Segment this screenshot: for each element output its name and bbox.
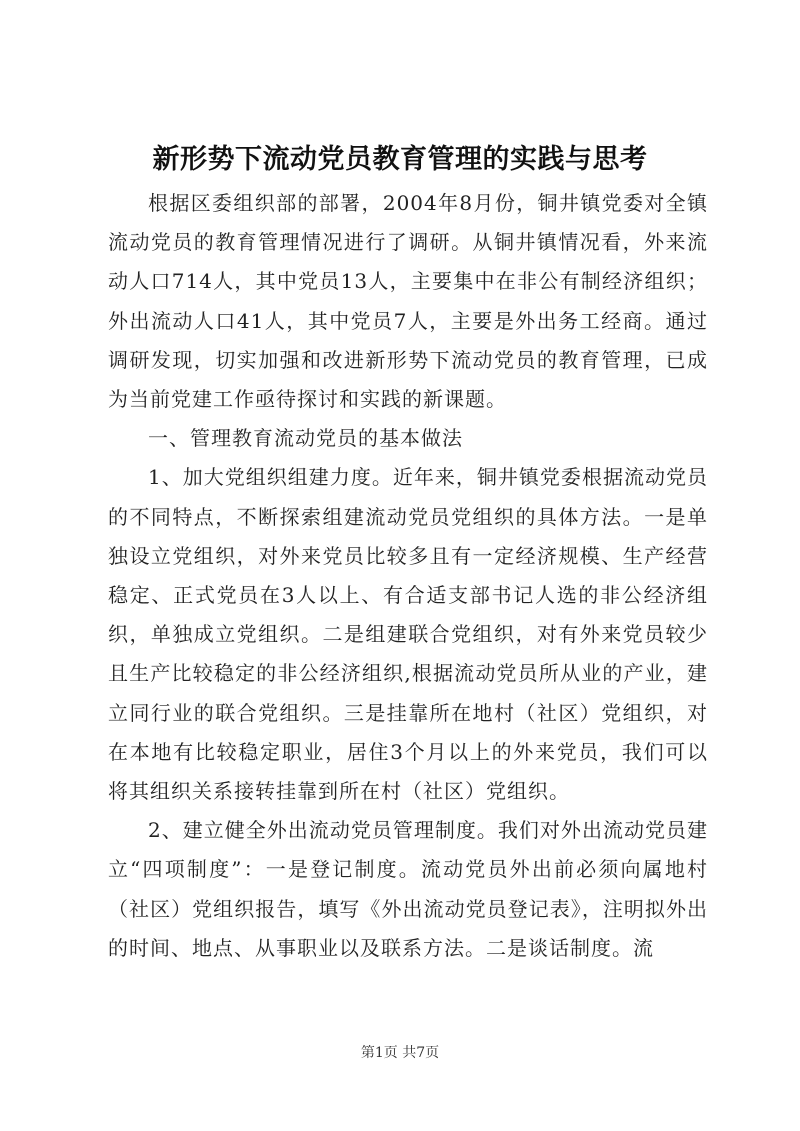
section-heading: 一、管理教育流动党员的基本做法 <box>148 426 463 451</box>
paragraph-item-1: 1、加大党组织组建力度。近年来，铜井镇党委根据流动党员的不同特点，不断探索组建流动党员党组织的具体方法。一是单独设立党组织，对外来党员比较多且有一定经济规模、生产经营稳定、正式党员在3人以上、有合适支部书记人选的非公经济组织，单独成立党组织。二是组建联合党组织，对有外来党员较少且生产比较稳定的非公经济组织,根据流动党员所从业的产业，建立同行业的联合党组织。三是挂靠所在地村（社区）党组织，对在本地有比较稳定职业，居住3个月以上的外来党员，我们可以将其组织关系接转挂靠到所在村（社区）党组织。 <box>108 465 708 804</box>
paragraph-item-2: 2、建立健全外出流动党员管理制度。我们对外出流动党员建立“四项制度”：一是登记制度。流动党员外出前必须向属地村（社区）党组织报告，填写《外出流动党员登记表》，注明拟外出的时间、地点、从事职业以及联系方法。二是谈话制度。流 <box>108 818 708 960</box>
document-body <box>108 184 708 968</box>
paragraph-intro: 根据区委组织部的部署，2004年8月份，铜井镇党委对全镇流动党员的教育管理情况进行了调研。从铜井镇情况看，外来流动人口714人，其中党员13人，主要集中在非公有制经济组织；外出流动人口41人，其中党员7人，主要是外出务工经商。通过调研发现，切实加强和改进新形势下流动党员的教育管理，已成为当前党建工作亟待探讨和实践的新课题。 <box>108 191 708 412</box>
document-title: 新形势下流动党员教育管理的实践与思考 <box>152 144 648 175</box>
page-footer: 第1页 共7页 <box>360 1045 440 1061</box>
